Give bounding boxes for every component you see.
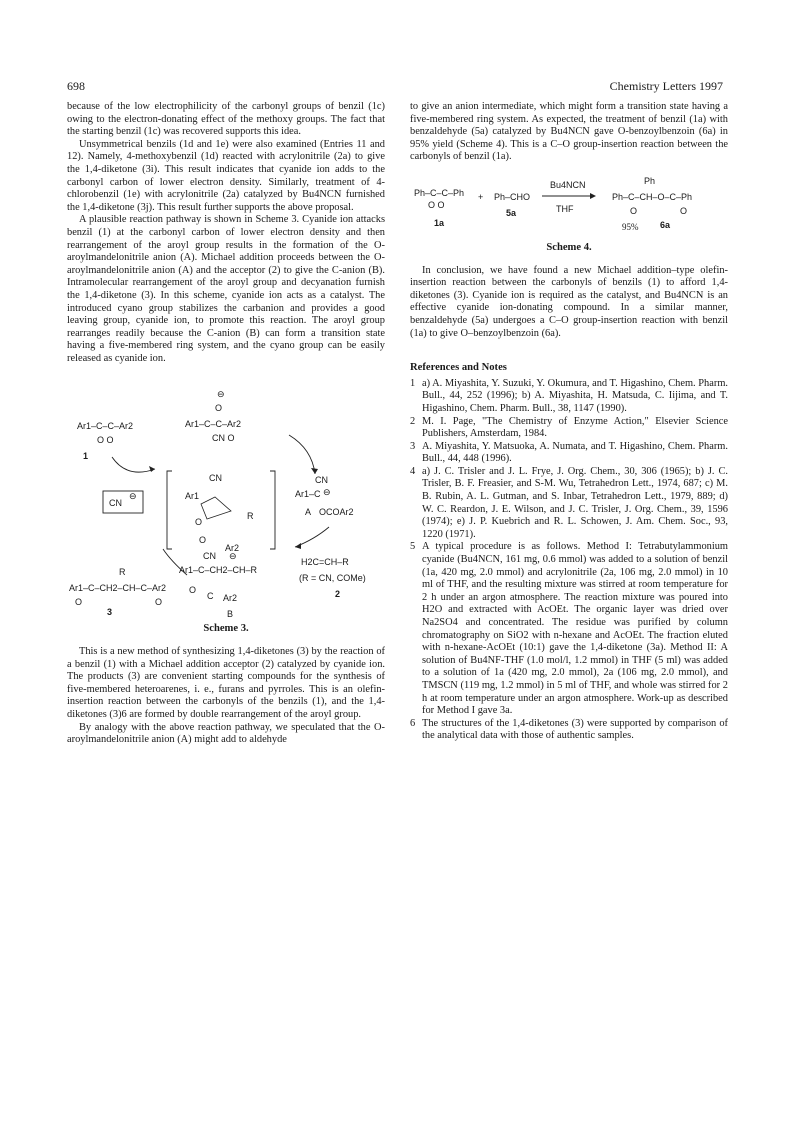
cyanide-charge: ⊖ (129, 491, 137, 502)
b-cyano: CN (203, 551, 216, 562)
product-6a-formula: Ph–C–CH–O–C–Ph (612, 191, 693, 202)
scheme-4-caption: Scheme 4. (546, 241, 592, 253)
label-3: 3 (107, 607, 113, 618)
b-chain: Ar1–C–CH2–CH–R (179, 565, 258, 576)
reference-item: 3 A. Miyashita, Y. Matsuoka, A. Numata, and T. Higashino, Chem. Pharm. Bull., 44, 448 (1996). (410, 440, 728, 465)
attack-arrow (112, 457, 155, 472)
reagent: Bu4NCN (550, 179, 586, 190)
benzil-oxygens: O O (97, 435, 114, 446)
benzil-1a-oxygens: O O (428, 199, 445, 210)
ts-cyano: CN (209, 473, 222, 484)
scheme-3-caption: Scheme 3. (203, 623, 249, 635)
product-oxygen-2: O (155, 597, 163, 608)
ts-aryl1: Ar1 (185, 491, 200, 502)
arrow-head (311, 468, 318, 474)
ts-r: R (247, 511, 254, 522)
ts-oxygen-2: O (199, 535, 207, 546)
arrow-head (590, 193, 596, 199)
scheme-4-diagram (410, 174, 728, 240)
references (410, 362, 728, 743)
minus-charge: ⊖ (217, 389, 225, 400)
a-aryl: Ar1–C (295, 489, 321, 500)
label-6a: 6a (660, 219, 671, 230)
reference-item: 1 a) A. Miyashita, Y. Suzuki, Y. Okumura, and T. Higashino, Chem. Pharm. Bull., 44, 252 (1996); b) A. Miyashita, H. Matsuda, C. Iijima, and T. Higashino, Chem. Pharm. Bull., 38, 1147 (1990). (410, 377, 728, 414)
b-carbon: C (207, 591, 214, 602)
label-a: A (305, 507, 312, 518)
reference-item: 5 A typical procedure is as follows. Method I: Tetrabutylammonium cyanide (Bu4NCN, 161 mg, 0.6 mmol) was added to a solution of benzil (1a, 420 mg, 2.0 mmol) and acrylonitrile (2a, 106 mg, 2.0 mmol) in 10 ml of THF, and the resulting mixture was stirred at room temperature for 2 h under an argon atmosphere. The reaction mixture was poured into H2O and extracted with AcOEt. The organic layer was dried over Na2SO4 and concentrated. The residue was purified by column chromatography on SiO2 with n-hexane and AcOEt. The fraction eluted with n-hexane-AcOEt (10:1) gave the 1,4-diketone (3a). Method II: A solution of Bu4NF-THF (1.0 mol/l, 1.2 mmol) in THF (5 ml) was added to a solution of 1a (420 mg, 2.0 mmol), 2a (106 mg, 2.0 mmol), and TMSCN (119 mg, 1.2 mmol) in 5 ml of THF, and whole was stirred for 2 h at room temperature under an argon atmosphere. Work-up as described for Method I gave 3a. (410, 541, 728, 717)
arrow-head (149, 466, 155, 472)
reference-item: 6 The structures of the 1,4-diketones (3) were supported by comparison of the analytical data with those of authentic samples. (410, 717, 728, 742)
plus-sign: + (478, 191, 484, 202)
paragraph: Unsymmetrical benzils (1d and 1e) were also examined (Entries 11 and 12). Namely, 4-methoxybenzil (1d) reacted with acrylonitrile (2a) to give the 1,4-diketone (3i). This result indicates that cyanide ion adds to the carbonyl carbon of lower electron density. Similarly, treatment of 4-chlorobenzil (1e) with acrylonitrile (2a) catalyzed by Bu4NCN furnished the 1,4-diketone (3j). This result further supports the above proposal. (67, 138, 385, 213)
yield: 95% (622, 221, 639, 232)
solvent: THF (556, 203, 574, 214)
ts-ring (201, 497, 231, 519)
product-phenyl: Ph (644, 175, 656, 186)
ts-aryl2: Ar2 (225, 543, 240, 554)
paragraph: to give an anion intermediate, which might form a transition state having a five-membered ring system. As expected, the treatment of benzil (1a) with benzaldehyde (5a) catalyzed by Bu4NCN gave O-benzoylbenzoin (6a) in 95% yield (Scheme 4). This is a C–O group-insertion reaction between the carbonyls of benzil (1a). (410, 101, 728, 163)
product-oxygen-1: O (630, 205, 638, 216)
label-2: 2 (335, 589, 341, 600)
left-column (67, 101, 385, 747)
b-oxygen: O (189, 585, 197, 596)
b-aryl2: Ar2 (223, 593, 238, 604)
reference-item: 4 a) J. C. Trisler and J. L. Frye, J. Org. Chem., 30, 306 (1965); b) J. C. Trisler, B. F. Freasier, and S-M. Wu, Tetrahedron Lett., 1974, 687; c) M. B. Rubin, A. L. Gutman, and S. Inbar, Tetrahedron Lett., 1979, 889; d) W. C. Reardon, J. E. Wilson, and J. C. Trisler, J. Org. Chem., 39, 1596 (1974); e) J. P. Kuebrich and R. L. Schowen, J. Am. Chem. Soc., 93, 1220 (1971). (410, 465, 728, 540)
journal-title: Chemistry Letters 1997 (609, 79, 723, 93)
paragraph: This is a new method of synthesizing 1,4-diketones (3) by the reaction of a benzil (1) with a Michael addition acceptor (2) catalyzed by cyanide ion. The products (3) are convenient starting compounds for the synthesis of five-membered heteroarenes, i. e., furans and pyrroles. This is an olefin-insertion reaction between the carbonyls of the benzils (1), and the 1,4-diketones (3)6 are formed by double rearrangement of the aroyl group. (67, 646, 385, 721)
benzaldehyde-formula: Ph–CHO (494, 191, 531, 202)
product-r: R (119, 567, 126, 578)
bracket-left (167, 471, 172, 549)
paragraph: By analogy with the above reaction pathway, we speculated that the O-aroylmandelonitrile anion (A) might add to aldehyde (67, 721, 385, 746)
reference-item: 2 M. I. Page, "The Chemistry of Enzyme Action," Elsevier Science Publishers, Amsterdam, 1984. (410, 415, 728, 440)
paragraph: In conclusion, we have found a new Michael addition–type olefin-insertion reaction between the carbonyls of benzils (1) to afford 1,4-diketones (3). Cyanide ion is required as the catalyst, and Bu4NCN is an effective cyanide ion-donating compound. In a similar manner, benzaldehyde (5a) undergoes a C–O group-insertion reaction with benzil (1a) to give O–benzoylbenzoin (6a). (410, 264, 728, 339)
b-charge: ⊖ (229, 551, 237, 562)
product-oxygen-1: O (75, 597, 83, 608)
arrow-head (295, 543, 301, 549)
page-number: 698 (67, 79, 85, 93)
adduct-formula: Ar1–C–C–Ar2 (185, 419, 242, 430)
paragraph: A plausible reaction pathway is shown in Scheme 3. Cyanide ion attacks benzil (1) at the carbonyl carbon of lower electron density and then rearrangement of the aroyl group results in the formation of the O-aroylmandelonitrile anion (A). Michael addition proceeds between the O-aroylmandelonitrile anion (A) and the acceptor (2) to give the C-anion (B). Intramolecular rearrangement of the aroyl group and decyanation furnish the 1,4-diketone (3). In this scheme, cyanide ion acts as a catalyst. The introduced cyano group stabilizes the carbanion and provides a good leaving group, cyanide ion, to promote this reaction. The aroyl group rearranges readily because the C-anion (B) can form a transition state having a five-membered ring system, and the cyano group can be easily released as cyanide ion. (67, 214, 385, 364)
adduct-bottom: CN O (212, 433, 235, 444)
label-1a: 1a (434, 217, 445, 228)
r-definition: (R = CN, COMe) (299, 573, 366, 584)
label-5a: 5a (506, 207, 517, 218)
benzil-formula: Ar1–C–C–Ar2 (77, 421, 134, 432)
label-b: B (227, 609, 234, 620)
paragraph: because of the low electrophilicity of the carbonyl groups of benzil (1c) owing to the electron-donating effect of the methoxy groups. The fact that the starting benzil (1c) was recovered supports this idea. (67, 101, 385, 138)
cyanide-label: CN (109, 498, 122, 509)
a-aroyloxy: OCOAr2 (319, 507, 354, 518)
benzil-1a-formula: Ph–C–C–Ph (414, 187, 465, 198)
product-oxygen-2: O (680, 205, 688, 216)
a-charge: ⊖ (323, 487, 331, 498)
acceptor-formula: H2C=CH–R (301, 557, 349, 568)
bracket-right (270, 471, 275, 549)
adduct-oxygen: O (215, 403, 223, 414)
references-heading: References and Notes (410, 362, 507, 374)
label-1: 1 (83, 451, 89, 462)
product-formula: Ar1–C–CH2–CH–C–Ar2 (69, 583, 167, 594)
scheme-3-diagram (67, 379, 385, 619)
ts-oxygen: O (195, 517, 203, 528)
scheme-3 (67, 379, 385, 636)
right-column (410, 101, 728, 743)
a-cyano: CN (315, 475, 328, 486)
scheme-4 (410, 174, 728, 255)
